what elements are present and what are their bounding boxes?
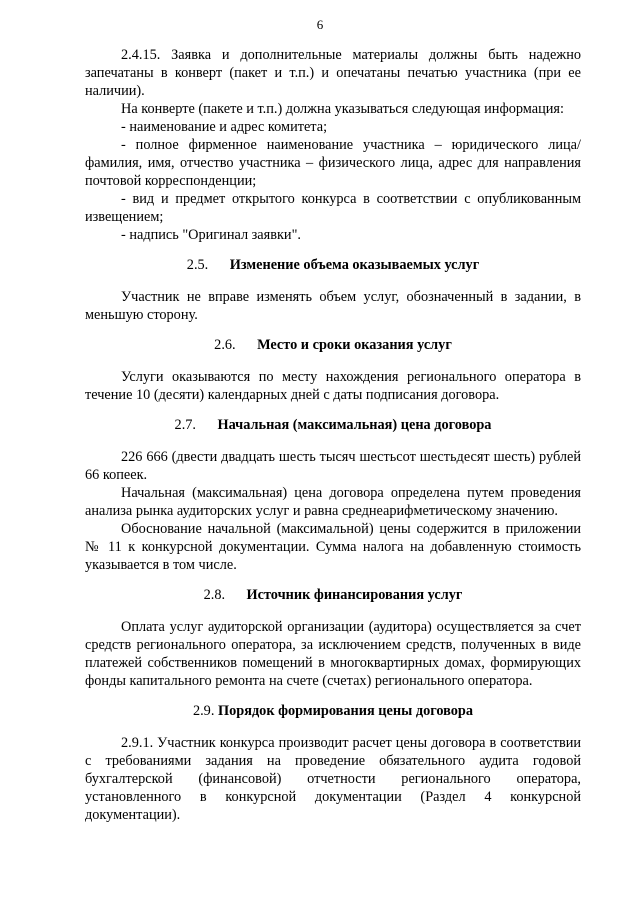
section-heading-2-9 bbox=[85, 702, 581, 720]
section-number: 2.9. bbox=[192, 703, 215, 719]
section-title: Источник финансирования услуг bbox=[246, 587, 463, 603]
section-heading-2-5 bbox=[85, 256, 581, 274]
section-number: 2.8. bbox=[203, 587, 226, 603]
section-number: 2.6. bbox=[214, 337, 236, 353]
list-item-contest-subject: - вид и предмет открытого конкурса в соответствии с опубликованным извещением; bbox=[85, 191, 581, 225]
list-item-committee: - наименование и адрес комитета; bbox=[121, 119, 328, 135]
section-title: Начальная (максимальная) цена договора bbox=[217, 417, 492, 433]
paragraph-price-amount: 226 666 (двести двадцать шесть тысяч шестьсот шестьдесят шесть) рублей 66 копеек. bbox=[85, 449, 581, 483]
paragraph-price-method: Начальная (максимальная) цена договора определена путем проведения анализа рынка аудиторских услуг и равна среднеарифметическому значению. bbox=[85, 485, 581, 519]
section-number: 2.5. bbox=[186, 257, 209, 273]
section-title: Изменение объема оказываемых услуг bbox=[229, 257, 480, 273]
list-item-original-label: - надпись "Оригинал заявки". bbox=[121, 227, 301, 243]
page-number: 6 bbox=[316, 17, 324, 32]
section-heading-2-8 bbox=[85, 586, 581, 604]
section-title: Место и сроки оказания услуг bbox=[257, 337, 452, 353]
section-number: 2.7. bbox=[174, 417, 196, 433]
paragraph-2-5: Участник не вправе изменять объем услуг, обозначенный в задании, в меньшую сторону. bbox=[85, 289, 581, 323]
paragraph-2-6: Услуги оказываются по месту нахождения регионального оператора в течение 10 (десяти) календарных дней с даты подписания договора. bbox=[85, 369, 581, 403]
section-title: Порядок формирования цены договора bbox=[217, 703, 474, 719]
section-heading-2-7 bbox=[85, 416, 581, 434]
paragraph-2-9-1: 2.9.1. Участник конкурса производит расчет цены договора в соответствии с требованиями задания на проведение обязательного аудита годовой бухгалтерской (финансовой) отчетности регионального оператора, установленного в конкурсной документации (Раздел 4 конкурсной документации). bbox=[85, 735, 581, 823]
section-heading-2-6 bbox=[85, 336, 581, 354]
paragraph-2-4-15: 2.4.15. Заявка и дополнительные материалы должны быть надежно запечатаны в конверт (пакет и т.п.) и опечатаны печатью участника (при ее наличии). bbox=[85, 47, 581, 99]
paragraph-price-justification: Обоснование начальной (максимальной) цены содержится в приложении № 11 к конкурсной документации. Сумма налога на добавленную стоимость указывается в том числе. bbox=[85, 521, 581, 573]
list-item-participant-name: - полное фирменное наименование участника – юридического лица/фамилия, имя, отчество участника – физического лица, адрес для направления почтовой корреспонденции; bbox=[85, 137, 581, 189]
paragraph-envelope-info: На конверте (пакете и т.п.) должна указываться следующая информация: bbox=[121, 101, 564, 117]
paragraph-2-8: Оплата услуг аудиторской организации (аудитора) осуществляется за счет средств регионального оператора, за исключением средств, полученных в виде платежей собственников помещений в многоквартирных домах, формирующих фонды капитального ремонта на счете (счетах) регионального оператора. bbox=[85, 619, 581, 689]
document-body bbox=[85, 46, 581, 824]
